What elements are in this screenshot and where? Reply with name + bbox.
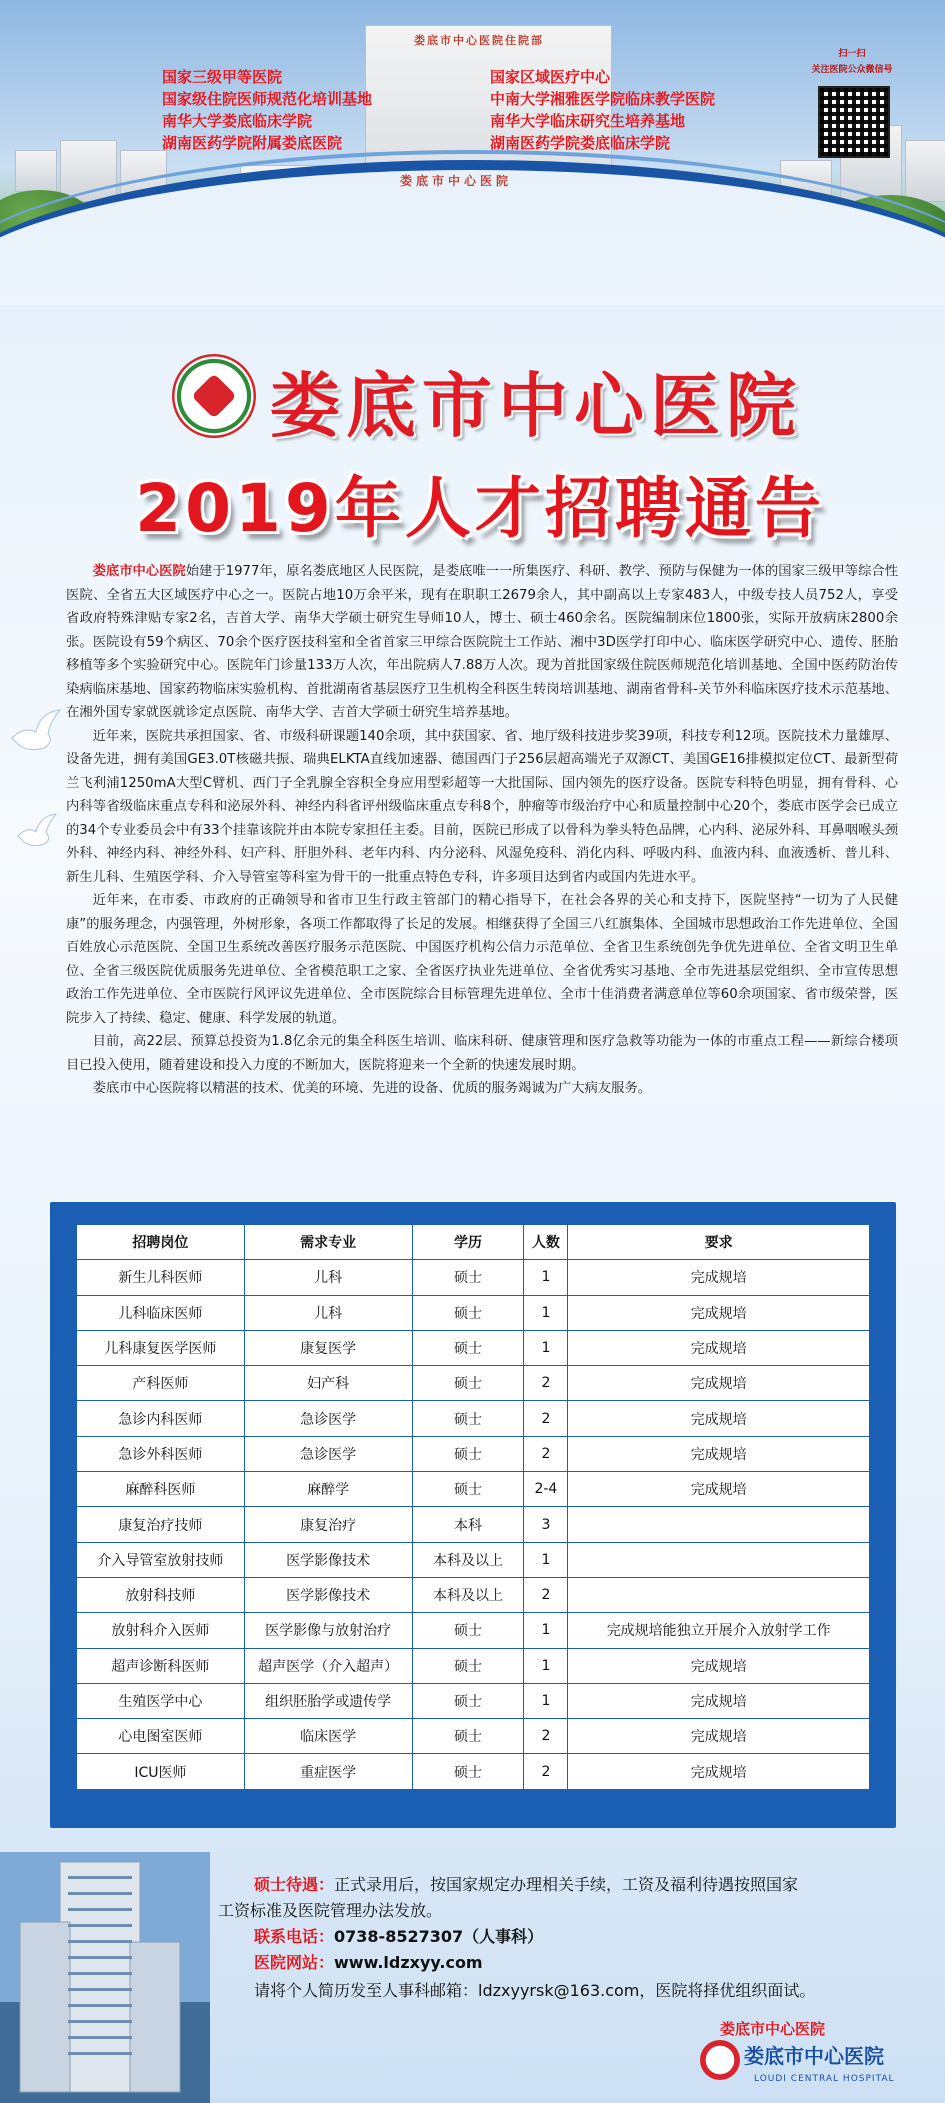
- cell-major: 儿科: [244, 1295, 412, 1330]
- phone-number[interactable]: 0738-8527307（人事科）: [334, 1927, 544, 1946]
- cell-requirement: [568, 1507, 870, 1542]
- cell-major: 急诊医学: [244, 1436, 412, 1471]
- treatment-label: 硕士待遇：: [254, 1875, 335, 1894]
- cell-major: 超声医学（介入超声）: [244, 1648, 412, 1683]
- cell-position: 产科医师: [77, 1366, 245, 1401]
- col-header-position: 招聘岗位: [77, 1225, 245, 1260]
- cell-requirement: 完成规培: [568, 1436, 870, 1471]
- intro-paragraph-4: 目前，高22层、预算总投资为1.8亿余元的集全科医生培训、临床科研、健康管理和医疗急救等功能为一体的市重点工程——新综合楼项目已投入使用，随着建设和投入力度的不断加大，医院将迎来一个全新的快速发展时期。: [66, 1034, 898, 1073]
- header-left-line-4: 湖南医药学院附属娄底医院: [162, 134, 343, 152]
- col-header-degree: 学历: [412, 1225, 524, 1260]
- cell-count: 2: [524, 1366, 568, 1401]
- phone-label: 联系电话：: [254, 1927, 335, 1946]
- cell-position: 儿科临床医师: [77, 1295, 245, 1330]
- intro-paragraph-5: 娄底市中心医院将以精湛的技术、优美的环境、先进的设备、优质的服务竭诚为广大病友服务。: [92, 1081, 652, 1096]
- header-right-line-4: 湖南医药学院娄底临床学院: [490, 134, 671, 152]
- cell-count: 1: [524, 1330, 568, 1365]
- header-right-line-3: 南华大学临床研究生培养基地: [490, 112, 686, 130]
- intro-paragraph-3: 近年来，在市委、市政府的正确领导和省市卫生行政主管部门的精心指导下，在社会各界的关心和支持下，医院坚持“一切为了人民健康”的服务理念，内强管理，外树形象，各项工作都取得了长足的发展。相继获得了全国三八红旗集体、全国城市思想政治工作先进单位、全国百姓放心示范医院、全国卫生系统改善医疗服务示范医院、中国医疗机构公信力示范单位、全省卫生系统创先争优先进单位、全省文明卫生单位、全省三级医院优质服务先进单位、全省模范职工之家、全省医疗执业先进单位、全省优秀实习基地、全市先进基层党组织、全市宣传思想政治工作先进单位、全市医院行风评议先进单位、全市医院综合目标管理先进单位、全市十佳消费者满意单位等60余项国家、省市级荣誉，医院步入了持续、稳定、健康、科学发展的轨道。: [66, 893, 898, 1026]
- qr-caption: 扫一扫: [838, 49, 866, 59]
- qr-code[interactable]: [818, 86, 890, 158]
- cell-position: ICU医师: [77, 1754, 245, 1789]
- recruitment-title: 2019年人才招聘通告: [135, 470, 825, 547]
- table-row: [77, 1507, 870, 1542]
- cell-count: 2: [524, 1754, 568, 1789]
- cell-requirement: 完成规培: [568, 1754, 870, 1789]
- cell-position: 儿科康复医学医师: [77, 1330, 245, 1365]
- table-row: [77, 1542, 870, 1577]
- cell-degree: 硕士: [412, 1330, 524, 1365]
- cell-degree: 本科及以上: [412, 1542, 524, 1577]
- qr-caption-sub: 关注医院公众微信号: [811, 65, 893, 75]
- cell-degree: 硕士: [412, 1719, 524, 1754]
- new-building-image: [0, 1852, 210, 2103]
- cell-degree: 硕士: [412, 1401, 524, 1436]
- cell-requirement: 完成规培: [568, 1330, 870, 1365]
- header-right-line-1: 国家区域医疗中心: [490, 68, 611, 86]
- cell-requirement: 完成规培: [568, 1295, 870, 1330]
- cell-requirement: 完成规培: [568, 1648, 870, 1683]
- cell-requirement: 完成规培: [568, 1401, 870, 1436]
- cell-position: 康复治疗技师: [77, 1507, 245, 1542]
- cell-degree: 硕士: [412, 1472, 524, 1507]
- cell-degree: 本科: [412, 1507, 524, 1542]
- table-row: [77, 1295, 870, 1330]
- cell-count: 3: [524, 1507, 568, 1542]
- treatment-line-2: 工资标准及医院管理办法发放。: [218, 1901, 443, 1920]
- hospital-name: 娄底市中心医院: [270, 364, 802, 447]
- cell-major: 组织胚胎学或遗传学: [244, 1683, 412, 1718]
- cell-major: 医学影像与放射治疗: [244, 1613, 412, 1648]
- cell-degree: 硕士: [412, 1260, 524, 1295]
- website-link[interactable]: www.ldzxyy.com: [334, 1953, 483, 1972]
- cell-count: 1: [524, 1613, 568, 1648]
- roof-sign: 娄底市中心医院住院部: [414, 34, 544, 47]
- header-left-line-2: 国家级住院医师规范化培训基地: [162, 90, 373, 108]
- table-row: [77, 1648, 870, 1683]
- cell-degree: 硕士: [412, 1613, 524, 1648]
- cell-degree: 本科及以上: [412, 1577, 524, 1612]
- intro-lead: 娄底市中心医院: [92, 564, 186, 579]
- footer-brand-english: LOUDI CENTRAL HOSPITAL: [754, 2074, 895, 2084]
- city-building: [15, 150, 57, 192]
- dove-icon: [16, 812, 58, 850]
- intro-paragraph-1: 娄底市中心医院始建于1977年，原名娄底地区人民医院，是娄底唯一一所集医疗、科研、教学、预防与保健为一体的国家三级甲等综合性医院、全省五大区域医疗中心之一。医院占地10万余平米，现有在职职工2679余人，其中副高以上专家483人，中级专技人员752人，享受省政府特殊津贴专家2名，吉首大学、南华大学硕士研究生导师10人，博士、硕士460余名。医院编制床位1800张，实际开放病床2800余张。医院设有59个病区、70余个医疗医技科室和全省首家三甲综合医院院士工作站、湘中3D医学打印中心、临床医学研究中心、遗传、胚胎移植等多个实验研究中心。医院年门诊量133万人次，年出院病人7.88万人次。现为首批国家级住院医师规范化培训基地、全国中医药防治传染病临床基地、国家药物临床实验机构、首批湖南省基层医疗卫生机构全科医生转岗培训基地、湖南省骨科-关节外科临床医疗技术示范基地、在湘外国专家就医就诊定点医院、南华大学、吉首大学硕士研究生培养基地。: [66, 564, 898, 720]
- cell-degree: 硕士: [412, 1436, 524, 1471]
- footer-brand-logo: [700, 2040, 740, 2080]
- city-building: [905, 140, 945, 202]
- cell-degree: 硕士: [412, 1366, 524, 1401]
- recruitment-table: [76, 1224, 870, 1790]
- cell-major: 重症医学: [244, 1754, 412, 1789]
- cell-position: 急诊外科医师: [77, 1436, 245, 1471]
- footer-brand-script: 娄底市中心医院: [744, 2044, 884, 2068]
- cell-count: 1: [524, 1295, 568, 1330]
- cell-requirement: 完成规培能独立开展介入放射学工作: [568, 1613, 870, 1648]
- header-left-line-1: 国家三级甲等医院: [162, 68, 283, 86]
- cell-degree: 硕士: [412, 1754, 524, 1789]
- cell-major: 康复医学: [244, 1330, 412, 1365]
- cell-major: 康复治疗: [244, 1507, 412, 1542]
- cell-count: 1: [524, 1260, 568, 1295]
- building-sign: 娄底市中心医院: [400, 174, 513, 188]
- cell-count: 2: [524, 1577, 568, 1612]
- table-row: [77, 1683, 870, 1718]
- treatment-line-1: 硕士待遇：正式录用后，按国家规定办理相关手续，工资及福利待遇按照国家: [254, 1875, 799, 1894]
- table-row: [77, 1366, 870, 1401]
- cell-position: 麻醉科医师: [77, 1472, 245, 1507]
- table-header-row: [77, 1225, 870, 1260]
- header-left-line-3: 南华大学娄底临床学院: [162, 112, 313, 130]
- table-row: [77, 1472, 870, 1507]
- cell-requirement: 完成规培: [568, 1366, 870, 1401]
- cell-major: 麻醉学: [244, 1472, 412, 1507]
- cell-degree: 硕士: [412, 1648, 524, 1683]
- website-line: [254, 1950, 483, 1973]
- cell-count: 1: [524, 1648, 568, 1683]
- cell-major: 医学影像技术: [244, 1542, 412, 1577]
- cell-requirement: 完成规培: [568, 1719, 870, 1754]
- cell-requirement: 完成规培: [568, 1260, 870, 1295]
- cell-position: 生殖医学中心: [77, 1683, 245, 1718]
- header-banner: [0, 0, 945, 305]
- col-header-major: 需求专业: [244, 1225, 412, 1260]
- table-row: [77, 1754, 870, 1789]
- table-row: [77, 1401, 870, 1436]
- cell-count: 2: [524, 1436, 568, 1471]
- cell-major: 妇产科: [244, 1366, 412, 1401]
- cell-requirement: 完成规培: [568, 1683, 870, 1718]
- table-row: [77, 1719, 870, 1754]
- cell-major: 儿科: [244, 1260, 412, 1295]
- col-header-requirement: 要求: [568, 1225, 870, 1260]
- cell-requirement: 完成规培: [568, 1472, 870, 1507]
- cell-count: 1: [524, 1542, 568, 1577]
- table-row: [77, 1613, 870, 1648]
- cell-degree: 硕士: [412, 1683, 524, 1718]
- cell-requirement: [568, 1542, 870, 1577]
- cell-degree: 硕士: [412, 1295, 524, 1330]
- cell-major: 医学影像技术: [244, 1577, 412, 1612]
- col-header-count: 人数: [524, 1225, 568, 1260]
- cell-count: 2: [524, 1401, 568, 1436]
- cell-count: 1: [524, 1683, 568, 1718]
- cell-position: 心电图室医师: [77, 1719, 245, 1754]
- cell-position: 放射科介入医师: [77, 1613, 245, 1648]
- intro-paragraph-2: 近年来，医院共承担国家、省、市级科研课题140余项，其中获国家、省、地厅级科技进步奖39项，科技专利12项。医院技术力量雄厚、设备先进，拥有美国GE3.0T核磁共振、瑞典ELKTA直线加速器、德国西门子256层超高端光子双源CT、美国GE16排模拟定位CT、最新型荷兰飞利浦1250mA大型C臂机、西门子全乳腺全容积全身应用型彩超等一大批国际、国内领先的医疗设备。医院专科特色明显，拥有骨科、心内科等省级临床重点专科和泌尿外科、神经内科省评州级临床重点专科8个，肿瘤等市级治疗中心和质量控制中心20个，娄底市医学会已成立的34个专业委员会中有33个挂靠该院并由本院专家担任主委。目前，医院已形成了以骨科为拳头特色品牌，心内科、泌尿外科、耳鼻咽喉头颈外科、神经内科、神经外科、妇产科、肝胆外科、老年内科、内分泌科、风湿免疫科、消化内科、呼吸内科、血液内科、血液透析、普儿科、新生儿科、生殖医学科、介入导管室等科室为骨干的一批重点特色专科，许多项目达到省内或国内先进水平。: [66, 728, 898, 885]
- resume-email-line: 请将个人简历发至人事科邮箱：ldzxyyrsk@163.com，医院将择优组织面试。: [254, 1981, 816, 2000]
- footer-brand-name: 娄底市中心医院: [720, 2020, 826, 2038]
- table-row: [77, 1260, 870, 1295]
- table-row: [77, 1436, 870, 1471]
- table-row: [77, 1330, 870, 1365]
- cell-position: 介入导管室放射技师: [77, 1542, 245, 1577]
- phone-line: [254, 1924, 543, 1947]
- cell-requirement: [568, 1577, 870, 1612]
- dove-icon: [10, 708, 62, 756]
- header-right-line-2: 中南大学湘雅医学院临床教学医院: [490, 90, 716, 108]
- cell-count: 2: [524, 1719, 568, 1754]
- cell-position: 超声诊断科医师: [77, 1648, 245, 1683]
- table-row: [77, 1577, 870, 1612]
- cell-major: 临床医学: [244, 1719, 412, 1754]
- cell-position: 急诊内科医师: [77, 1401, 245, 1436]
- cell-position: 新生儿科医师: [77, 1260, 245, 1295]
- intro-text: [66, 560, 898, 1101]
- cell-position: 放射科技师: [77, 1577, 245, 1612]
- cell-count: 2-4: [524, 1472, 568, 1507]
- cell-major: 急诊医学: [244, 1401, 412, 1436]
- website-label: 医院网站：: [254, 1953, 335, 1972]
